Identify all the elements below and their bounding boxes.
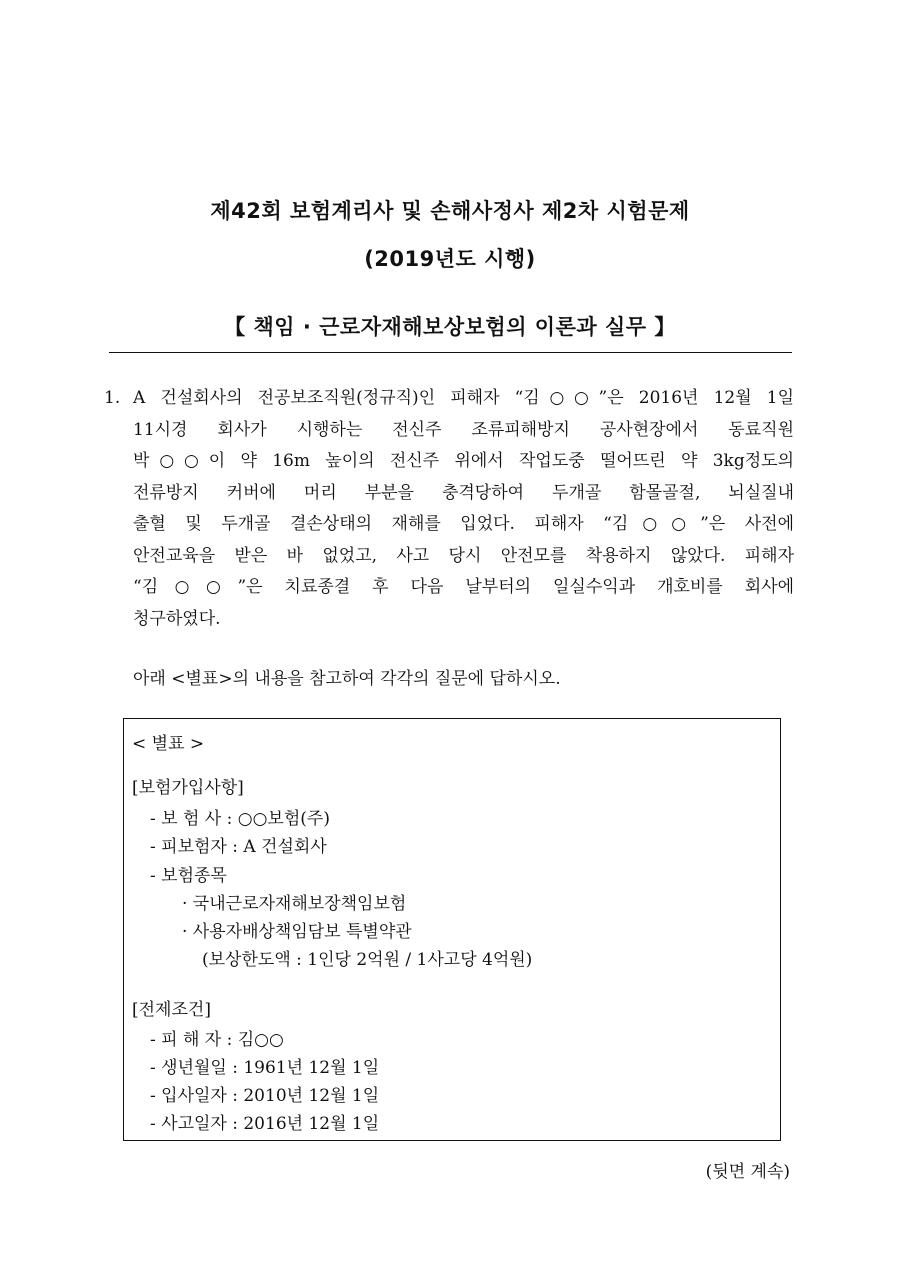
question-line: 청구하였다.: [133, 608, 221, 629]
question-line: 전류방지 커버에 머리 부분을 충격당하여 두개골 함몰골절, 뇌실질내: [133, 482, 794, 503]
question-line: 안전교육을 받은 바 없었고, 사고 당시 안전모를 착용하지 않았다. 피해자: [133, 545, 794, 566]
coverage-limit: (보상한도액 : 1인당 2억원 / 1사고당 4억원): [202, 950, 533, 970]
question-body: [133, 383, 794, 635]
birth-line: - 생년월일 : 1961년 12월 1일: [150, 1058, 380, 1078]
insurer-line: - 보 험 사 : ○○보험(주): [150, 809, 330, 829]
victim-line: - 피 해 자 : 김○○: [150, 1030, 284, 1050]
type-item-2: · 사용자배상책임담보 특별약관: [182, 922, 412, 942]
question-line: 출혈 및 두개골 결손상태의 재해를 입었다. 피해자 “김○○”은 사전에: [133, 514, 794, 534]
insured-line: - 피보험자 : A 건설회사: [150, 837, 327, 857]
attachment-label: < 별표 >: [132, 734, 205, 754]
title-divider: [109, 352, 792, 353]
subject-title: 【 책임 · 근로자재해보상보험의 이론과 실무 】: [224, 315, 676, 339]
continued-note: (뒷면 계속): [705, 1162, 790, 1182]
exam-year: (2019년도 시행): [364, 247, 536, 271]
question-1: [104, 383, 794, 635]
question-line: 11시경 회사가 시행하는 전신주 조류피해방지 공사현장에서 동료직원: [133, 419, 794, 440]
exam-title: 제42회 보험계리사 및 손해사정사 제2차 시험문제: [210, 199, 690, 223]
question-line: “김○○”은 치료종결 후 다음 날부터의 일실수익과 개호비를 회사에: [133, 577, 794, 597]
accident-line: - 사고일자 : 2016년 12월 1일: [150, 1114, 380, 1134]
insurance-heading: [보험가입사항]: [132, 778, 244, 798]
question-line: 박○○이 약 16m 높이의 전신주 위에서 작업도중 떨어뜨린 약 3kg정도의: [133, 451, 794, 471]
instruction-text: 아래 <별표>의 내용을 참고하여 각각의 질문에 답하시오.: [133, 669, 561, 689]
question-number: 1.: [104, 388, 121, 408]
premise-heading: [전제조건]: [132, 1000, 211, 1020]
type-heading: - 보험종목: [150, 866, 227, 886]
hire-line: - 입사일자 : 2010년 12월 1일: [150, 1086, 380, 1106]
question-line: A 건설회사의 전공보조직원(정규직)인 피해자 “김○○”은 2016년 12월 1일: [133, 388, 794, 408]
type-item-1: · 국내근로자재해보장책임보험: [182, 894, 407, 914]
attachment-box: [123, 718, 781, 1141]
